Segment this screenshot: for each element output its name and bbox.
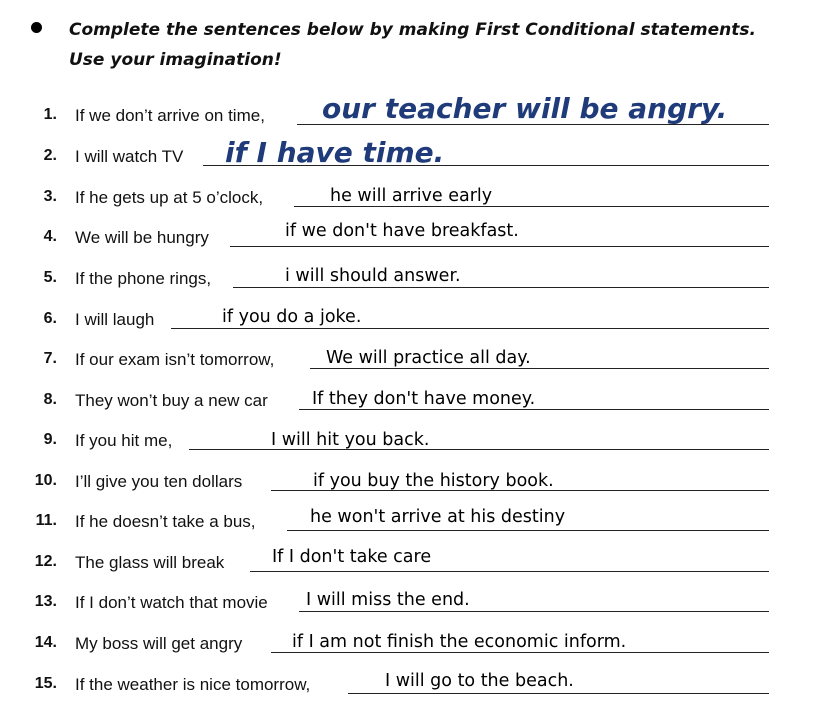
item-number: 3.	[43, 188, 57, 205]
item-number: 14.	[34, 634, 57, 651]
list-item	[0, 172, 821, 212]
item-number: 1.	[43, 106, 57, 123]
item-prompt: They won’t buy a new car	[75, 391, 268, 410]
item-answer: I will go to the beach.	[385, 671, 574, 691]
answer-line	[171, 328, 769, 329]
list-item	[0, 131, 821, 171]
item-prompt: I’ll give you ten dollars	[75, 472, 243, 491]
answer-line	[250, 571, 769, 572]
list-item	[0, 294, 821, 334]
item-answer: he won't arrive at his destiny	[310, 507, 566, 527]
answer-line	[299, 611, 769, 612]
item-answer: he will arrive early	[330, 186, 493, 206]
item-prompt: My boss will get angry	[75, 634, 243, 653]
item-number: 9.	[43, 431, 57, 448]
item-prompt: If he doesn’t take a bus,	[75, 512, 256, 531]
item-answer: our teacher will be angry.	[322, 92, 728, 125]
list-item	[0, 415, 821, 455]
list-item	[0, 537, 821, 577]
answer-line	[299, 409, 769, 410]
item-answer: I will hit you back.	[271, 430, 430, 450]
item-number: 7.	[43, 350, 57, 367]
item-prompt: I will watch TV	[75, 147, 184, 166]
item-prompt: I will laugh	[75, 310, 155, 329]
answer-line	[348, 693, 769, 694]
item-prompt: If the weather is nice tomorrow,	[75, 675, 311, 694]
answer-line	[233, 287, 769, 288]
item-answer: if I have time.	[225, 136, 445, 169]
list-item	[0, 618, 821, 658]
instruction-text: Complete the sentences below by making First Conditional statements. Use your imagination!	[69, 20, 756, 70]
item-number: 11.	[35, 512, 57, 529]
item-answer: If they don't have money.	[312, 389, 536, 409]
list-item	[0, 456, 821, 496]
item-number: 12.	[34, 553, 57, 570]
list-item	[0, 212, 821, 252]
item-number: 13.	[34, 593, 57, 610]
item-answer: if I am not finish the economic inform.	[292, 632, 627, 652]
item-prompt: If we don’t arrive on time,	[75, 106, 265, 125]
item-number: 2.	[43, 147, 57, 164]
list-item	[0, 253, 821, 293]
item-prompt: If he gets up at 5 o’clock,	[75, 188, 264, 207]
list-item	[0, 496, 821, 536]
item-answer: if you buy the history book.	[313, 471, 554, 491]
answer-line	[230, 246, 769, 247]
item-number: 4.	[43, 228, 57, 245]
item-answer: if we don't have breakfast.	[285, 221, 519, 241]
item-answer: i will should answer.	[285, 266, 461, 286]
item-prompt: If you hit me,	[75, 431, 173, 450]
list-item	[0, 659, 821, 699]
item-number: 5.	[43, 269, 57, 286]
item-answer: I will miss the end.	[306, 590, 470, 610]
item-number: 8.	[43, 391, 57, 408]
list-item	[0, 334, 821, 374]
item-prompt: If our exam isn’t tomorrow,	[75, 350, 275, 369]
item-prompt: If I don’t watch that movie	[75, 593, 268, 612]
list-item	[0, 90, 821, 130]
list-item	[0, 375, 821, 415]
answer-line	[294, 206, 769, 207]
item-answer: if you do a joke.	[222, 307, 362, 327]
item-answer: If I don't take care	[272, 547, 432, 567]
answer-line	[287, 530, 769, 531]
item-answer: We will practice all day.	[326, 348, 531, 368]
item-number: 15.	[34, 675, 57, 692]
answer-line	[271, 652, 769, 653]
item-prompt: The glass will break	[75, 553, 225, 572]
answer-line	[310, 368, 769, 369]
item-number: 6.	[43, 310, 57, 327]
bullet-icon	[31, 22, 42, 33]
item-prompt: We will be hungry	[75, 228, 209, 247]
item-prompt: If the phone rings,	[75, 269, 212, 288]
list-item	[0, 577, 821, 617]
item-number: 10.	[34, 472, 57, 489]
